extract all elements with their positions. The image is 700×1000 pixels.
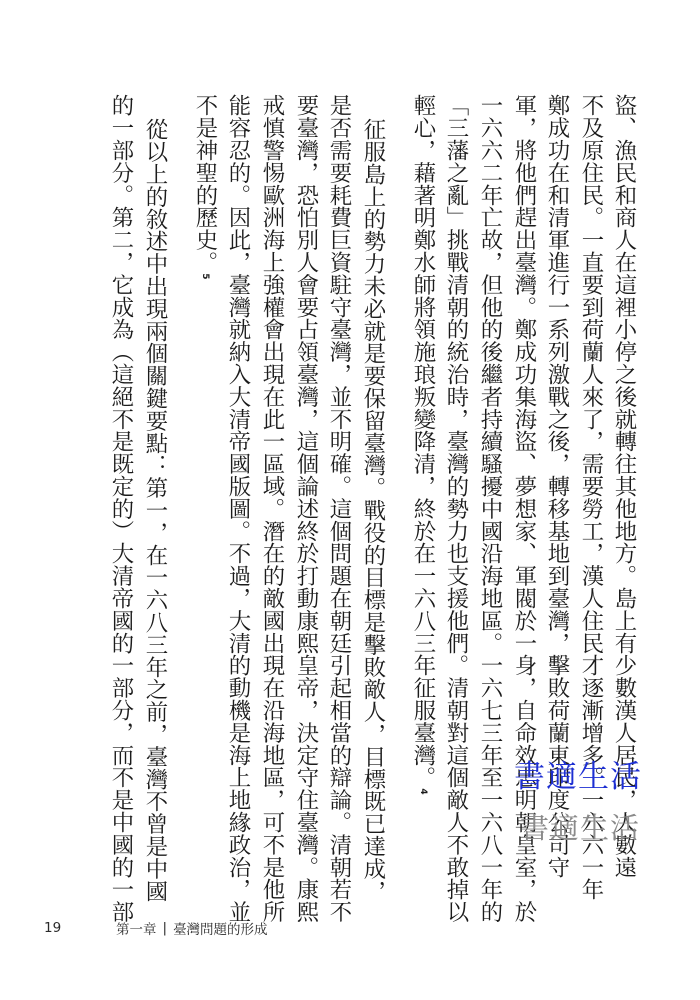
text-column	[408, 94, 438, 795]
text-column: 盜、漁民和商人在這裡小停之後就轉往其他地方。島上有少數漢人居民，人數遠	[611, 94, 637, 878]
footer-separator: |	[162, 920, 168, 936]
text-column: 能容忍的。因此，臺灣就納入大清帝國版圖。不過，大清的動機是海上地緣政治，並	[225, 94, 251, 923]
page-number: 19	[44, 920, 62, 936]
column-text: 不是神聖的歷史。	[192, 94, 218, 274]
text-column: 的一部分。第二，它成為（這絕不是既定的）大清帝國的一部分，而不是中國的一部	[108, 94, 134, 923]
text-column: 是否需要耗費巨資駐守臺灣，並不明確。這個問題在朝廷引起相當的辯論。清朝若不	[326, 94, 352, 923]
column-text: 輕心，藉著明鄭水師將領施琅叛變降清，終於在一六八三年征服臺灣。	[410, 94, 436, 789]
page-footer	[44, 918, 268, 938]
text-column: 「三藩之亂」挑戰清朝的統治時，臺灣的勢力也支援他們。清朝對這個敵人不敢掉以	[443, 94, 469, 923]
text-column	[190, 94, 220, 279]
text-column: 鄭成功在和清軍進行一系列激戰之後，轉移基地到臺灣，擊敗荷蘭東印度公司守	[544, 94, 570, 878]
text-column: 不及原住民。一直要到荷蘭人來了，需要勞工，漢人住民才逐漸增多。一六六一年	[578, 94, 604, 901]
footnote-marker: 5	[200, 273, 210, 280]
text-column: 一六六二年亡故，但他的後繼者持續騷擾中國沿海地區。一六七三年至一六八一年的	[477, 94, 503, 923]
text-column: 要臺灣，恐怕別人會要占領臺灣，這個論述終於打動康熙皇帝，決定守住臺灣。康熙	[293, 94, 319, 923]
text-column: 戒慎警惕歐洲海上強權會出現在此一區域。潛在的敵國出現在沿海地區，可不是他所	[259, 94, 285, 923]
watermark-primary: 書適生活	[514, 759, 642, 795]
chapter-label: 第一章	[116, 922, 157, 938]
watermark-secondary: 書適生活	[520, 811, 641, 845]
text-column: 軍，將他們趕出臺灣。鄭成功集海盜、夢想家、軍閥於一身，自命效忠明朝皇室，於	[511, 94, 537, 923]
paragraph-start-column: 從以上的敘述中出現兩個關鍵要點：第一，在一六八三年之前，臺灣不曾是中國	[142, 118, 168, 902]
chapter-title: 臺灣問題的形成	[173, 922, 268, 938]
footnote-marker: 4	[418, 788, 428, 795]
paragraph-start-column: 征服島上的勢力未必就是要保留臺灣。戰役的目標是擊敗敵人，目標既已達成，	[360, 118, 386, 902]
